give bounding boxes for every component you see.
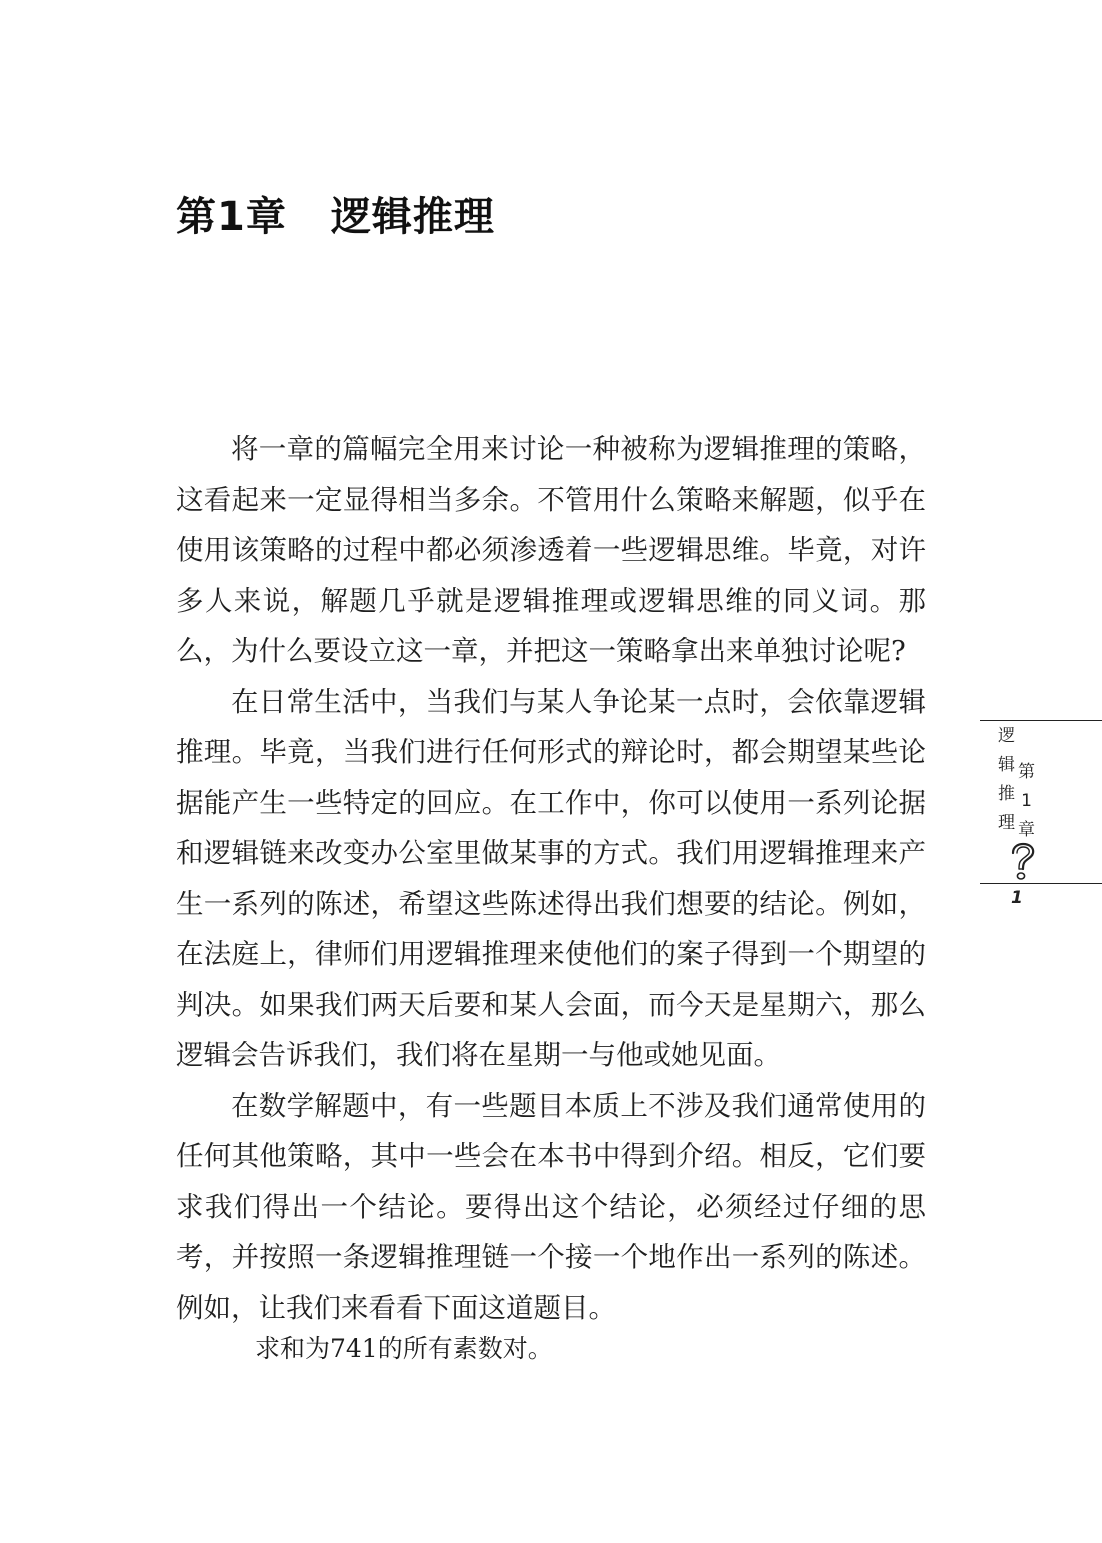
page-number: 1 — [1011, 888, 1023, 908]
body-text — [176, 424, 926, 1333]
paragraph-1: 将一章的篇幅完全用来讨论一种被称为逻辑推理的策略，这看起来一定显得相当多余。不管用什么策略来解题，似乎在使用该策略的过程中都必须渗透着一些逻辑思维。毕竟，对许多人来说，解题几乎就是逻辑推理或逻辑思维的同义词。那么，为什么要设立这一章，并把这一策略拿出来单独讨论呢? — [176, 433, 926, 667]
side-tab-char: 推 — [998, 784, 1015, 804]
side-tab-char: 辑 — [998, 755, 1015, 775]
side-tab-top-rule — [980, 720, 1102, 721]
side-tab-chapter-title — [998, 722, 1015, 838]
chapter-name: 逻辑推理 — [330, 194, 495, 240]
side-tab-char: 章 — [1018, 820, 1035, 840]
side-tab-bottom-rule — [980, 883, 1102, 884]
side-tab-char: 1 — [1021, 791, 1032, 811]
side-tab-chapter-number — [1018, 758, 1035, 845]
side-tab-char: 第 — [1018, 762, 1035, 782]
paragraph-3: 在数学解题中，有一些题目本质上不涉及我们通常使用的任何其他策略，其中一些会在本书中得到介绍。相反，它们要求我们得出一个结论。要得出这个结论，必须经过仔细的思考，并按照一条逻辑推理链一个接一个地作出一系列的陈述。例如，让我们来看看下面这道题目。 — [176, 1089, 926, 1324]
side-tab-char: 逻 — [998, 726, 1015, 746]
side-tab-char: 理 — [998, 813, 1015, 833]
question-mark-icon — [1005, 842, 1039, 882]
paragraph-2: 在日常生活中，当我们与某人争论某一点时，会依靠逻辑推理。毕竟，当我们进行任何形式的辩论时，都会期望某些论据能产生一些特定的回应。在工作中，你可以使用一系列论据和逻辑链来改变办公室里做某事的方式。我们用逻辑推理来产生一系列的陈述，希望这些陈述得出我们想要的结论。例如，在法庭上，律师们用逻辑推理来使他们的案子得到一个期望的判决。如果我们两天后要和某人会面，而今天是星期六，那么逻辑会告诉我们，我们将在星期一与他或她见面。 — [176, 685, 926, 1071]
problem-statement: 求和为741的所有素数对。 — [255, 1334, 553, 1363]
chapter-title — [176, 192, 495, 242]
chapter-number: 第1章 — [176, 194, 287, 240]
